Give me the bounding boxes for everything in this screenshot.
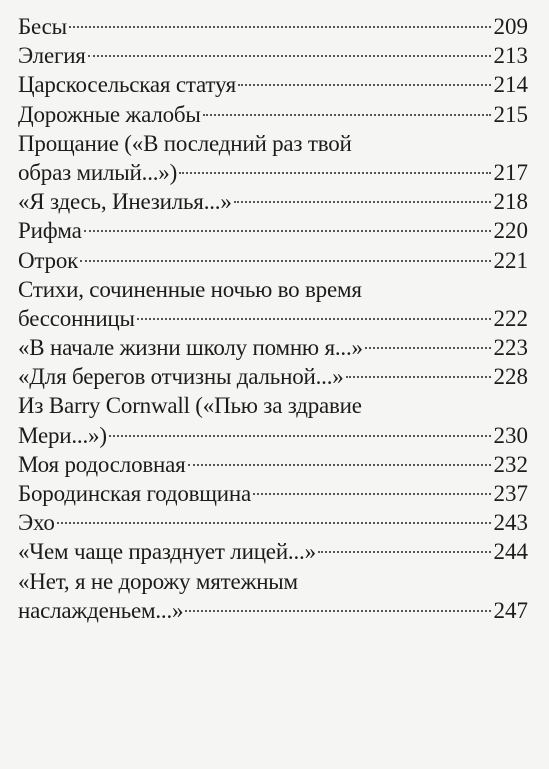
toc-entry-title: «В начале жизни школу помню я...»	[18, 335, 363, 361]
dot-leader	[80, 260, 490, 262]
toc-entry	[18, 129, 528, 187]
dot-leader	[109, 435, 491, 437]
dot-leader	[234, 201, 491, 203]
toc-entry-row	[18, 100, 528, 129]
toc-entry-title-line: Из Barry Cornwall («Пью за здравие	[18, 393, 362, 419]
toc-page-number: 243	[493, 510, 528, 536]
dot-leader	[365, 347, 491, 349]
toc-entry	[18, 100, 528, 129]
dot-leader	[238, 84, 490, 86]
toc-page-number: 215	[493, 101, 528, 127]
dot-leader	[203, 114, 491, 116]
toc-page-number: 220	[493, 218, 528, 244]
dot-leader	[346, 376, 491, 378]
toc-entry	[18, 12, 528, 41]
dot-leader	[179, 172, 490, 174]
toc-entry-row	[18, 479, 528, 508]
toc-entry-row	[18, 450, 528, 479]
toc-page-number: 247	[493, 597, 528, 623]
toc-entry-title: Бородинская годовщина	[18, 481, 252, 506]
toc-entry-title: Элегия	[18, 43, 86, 69]
toc-page-number: 209	[493, 14, 528, 39]
table-of-contents	[18, 12, 531, 625]
toc-entry-title: Эхо	[18, 510, 55, 536]
toc-page-number: 222	[493, 305, 528, 331]
dot-leader	[188, 464, 491, 466]
toc-entry	[18, 187, 528, 216]
dot-leader	[318, 551, 491, 553]
toc-entry-row	[18, 508, 528, 537]
toc-entry-title: Бесы	[18, 14, 67, 39]
toc-entry-row	[18, 246, 528, 275]
toc-entry-row	[18, 333, 528, 362]
toc-entry-row	[18, 421, 528, 450]
toc-entry	[18, 567, 528, 625]
toc-entry	[18, 275, 528, 333]
dot-leader	[137, 318, 491, 320]
toc-entry	[18, 362, 528, 391]
toc-entry	[18, 216, 528, 245]
toc-entry-row	[18, 158, 528, 187]
toc-entry	[18, 246, 528, 275]
dot-leader	[57, 522, 491, 524]
toc-page-number: 218	[493, 189, 528, 215]
toc-entry	[18, 41, 528, 70]
dot-leader	[84, 230, 491, 232]
toc-entry-title-line: Прощание («В последний раз твой	[18, 130, 352, 156]
toc-page-number: 213	[493, 43, 528, 69]
toc-entry-title: бессонницы	[18, 305, 135, 331]
toc-entry-row	[18, 596, 528, 625]
toc-entry-row	[18, 362, 528, 391]
toc-page-number: 230	[493, 422, 528, 448]
toc-page-number: 232	[493, 451, 528, 477]
toc-page-number: 237	[493, 481, 528, 506]
toc-entry	[18, 508, 528, 537]
toc-entry-title: Дорожные жалобы	[18, 101, 201, 127]
toc-page-number: 217	[493, 159, 528, 185]
toc-entry	[18, 333, 528, 362]
toc-entry-title: образ милый...»)	[18, 159, 178, 185]
dot-leader	[185, 610, 490, 612]
toc-entry-row	[18, 187, 528, 216]
dot-leader	[69, 26, 491, 28]
toc-entry-row	[18, 216, 528, 245]
toc-entry-row	[18, 70, 528, 99]
toc-page-number: 228	[493, 364, 528, 390]
toc-entry	[18, 450, 528, 479]
toc-entry-title: Отрок	[18, 247, 79, 273]
toc-entry-title-line: Стихи, сочиненные ночью во время	[18, 276, 362, 302]
toc-page-number: 221	[493, 247, 528, 273]
toc-entry-title: наслажденьем...»	[18, 597, 184, 623]
toc-entry-row	[18, 537, 528, 566]
toc-entry-title-line: «Нет, я не дорожу мятежным	[18, 568, 298, 594]
toc-entry	[18, 537, 528, 566]
toc-entry-title: «Я здесь, Инезилья...»	[18, 189, 232, 215]
toc-entry-row	[18, 12, 528, 41]
toc-entry-row	[18, 41, 528, 70]
toc-page-number: 244	[493, 539, 528, 565]
dot-leader	[253, 493, 490, 495]
toc-entry-title: Моя родословная	[18, 451, 186, 477]
toc-entry-row	[18, 304, 528, 333]
toc-page-number: 223	[493, 335, 528, 361]
dot-leader	[88, 55, 491, 57]
toc-entry	[18, 391, 528, 449]
toc-entry-title: «Чем чаще празднует лицей...»	[18, 539, 316, 565]
toc-entry-title: Рифма	[18, 218, 82, 244]
toc-entry-title: Мери...»)	[18, 422, 107, 448]
toc-entry	[18, 70, 528, 99]
toc-page-number: 214	[493, 72, 528, 98]
toc-entry	[18, 479, 528, 508]
toc-entry-title: «Для берегов отчизны дальной...»	[18, 364, 344, 390]
toc-entry-title: Царскосельская статуя	[18, 72, 237, 98]
